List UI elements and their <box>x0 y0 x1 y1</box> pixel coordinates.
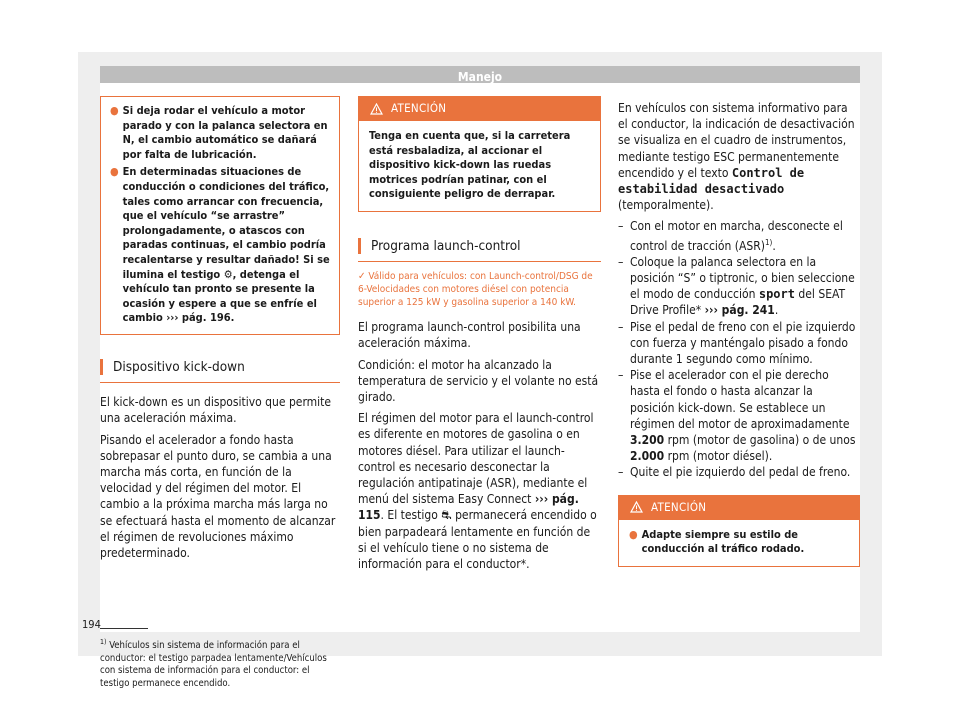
display-text: Control de estabilidad desactivado <box>618 165 805 197</box>
bullet-icon: ● <box>629 527 638 541</box>
page-link[interactable]: ››› pág. 196. <box>166 311 235 325</box>
step-item: – Pise el pedal de freno con el pie izquierdo con fuerza y manténgalo pisado a fondo durante 1 segundo como mínimo. <box>618 319 856 367</box>
column-1 <box>100 96 340 566</box>
page-link[interactable]: ››› pág. 241 <box>704 303 775 318</box>
caution-item <box>110 165 330 326</box>
paragraph: El programa launch-control posibilita una aceleración máxima. <box>358 320 581 351</box>
column-3 <box>618 100 860 567</box>
paragraph: El kick-down es un dispositivo que permite una aceleración máxima. <box>100 395 332 426</box>
footnote: $^{1)}$ Vehículos sin sistema de información para el conductor: el testigo parpadea lentamente/Vehículos con sistema de información para el conductor: el testigo permanece encendido. <box>100 638 327 689</box>
step-item: – Coloque la palanca selectora en la posición “S” o tiptronic, o bien seleccione el modo de conducción sport del SEAT Drive Profile* ››› pág. 241. <box>618 254 855 318</box>
page-link[interactable]: ››› pág. 115 <box>358 492 579 523</box>
section-marker <box>100 359 103 375</box>
paragraph: Condición: el motor ha alcanzado la temperatura de servicio y el volante no está girado. <box>358 357 599 404</box>
manual-page <box>100 66 860 689</box>
step-item: – Pise el acelerador con el pie derecho hasta el fondo o hasta alcanzar la posición kick-down. Se establece un régimen del motor de aproximadamente 3.200 rpm (motor de gasolina) o de unos 2.000 rpm (motor diésel). <box>618 368 856 464</box>
section-header-kickdown <box>100 359 340 383</box>
chapter-title: Manejo <box>457 70 503 84</box>
warning-triangle-icon <box>630 501 643 513</box>
validity-note: ✓ Válido para vehículos: con Launch-control/DSG de 6-Velocidades con motores diésel con potencia superior a 125 kW y gasolina superior a 140 kW. <box>358 271 593 309</box>
section-marker <box>358 238 361 254</box>
warning-header <box>358 96 601 121</box>
warning-label: ATENCIÓN <box>651 500 707 515</box>
caution-box <box>100 96 340 335</box>
caution-text: Si deja rodar el vehículo a motor parado y con la palanca selectora en N, el cambio automático se dañará por falta de lubricación. <box>122 104 328 161</box>
paragraph: El régimen del motor para el launch-control es diferente en motores de gasolina o en motores diésel. Para utilizar el launch-control es necesario desconectar la regulación antipatinaje (ASR), mediante el menú del sistema Easy Connect ››› pág. 115. El testigo ⛐ permanecerá encendido o bien parpadeará lentamente en función de si el vehículo tiene o no sistema de información para el conductor*. <box>358 411 597 572</box>
column-2 <box>358 96 601 577</box>
page-number: 194 <box>82 618 101 631</box>
section-title: Programa launch-control <box>371 237 521 254</box>
paragraph: Pisando el acelerador a fondo hasta sobrepasar el punto duro, se cambia a una marcha más corta, en función de la velocidad y del régimen del motor. El cambio a la próxima marcha más larga no se efectuará hasta el momento de alcanzar el régimen de revoluciones máximo predeterminado. <box>100 432 336 560</box>
footnote-rule <box>100 628 148 629</box>
caution-text-2: En determinadas situaciones de conducción o condiciones del tráfico, tales como arrancar con frecuencia, que el vehículo “se arrastre” prolongadamente, o atascos con paradas continuas, el cambio podría recalentarse y resultar dañado! Si se ilumina el testigo ⚙, detenga el vehículo tan pronto se presente la ocasión y espere a que se enfríe el cambio ››› pág. 196. <box>122 165 330 325</box>
section-header-launch <box>358 238 601 262</box>
warning-label: ATENCIÓN <box>391 101 447 116</box>
caution-item <box>110 104 330 162</box>
warning-box <box>618 495 860 567</box>
bullet-icon: ● <box>110 104 119 117</box>
warning-triangle-icon <box>370 103 383 115</box>
traction-control-icon: ⛐ <box>441 508 452 523</box>
warning-body: Tenga en cuenta que, si la carretera está resbaladiza, al accionar el dispositivo kick-down las ruedas motrices podrían patinar, con el consiguiente peligro de derrapar. <box>358 121 601 212</box>
gearbox-warning-icon: ⚙ <box>223 267 233 281</box>
warning-body: ● Adapte siempre su estilo de conducción al tráfico rodado. <box>618 520 860 567</box>
step-item: – Con el motor en marcha, desconecte el control de tracción (ASR)$^{1)}$. <box>618 219 843 253</box>
bullet-icon: ● <box>110 165 119 179</box>
section-title: Dispositivo kick-down <box>113 358 245 375</box>
page-header <box>100 66 860 83</box>
step-item: – Quite el pie izquierdo del pedal de freno. <box>618 465 851 480</box>
mode-name: sport <box>758 287 795 302</box>
paragraph: En vehículos con sistema informativo para el conductor, la indicación de desactivación se visualiza en el cuadro de instrumentos, mediante testigo ESC permanentemente encendido y el texto Control de estabilidad desactivado (temporalmente). <box>618 101 855 213</box>
warning-header <box>618 495 860 520</box>
